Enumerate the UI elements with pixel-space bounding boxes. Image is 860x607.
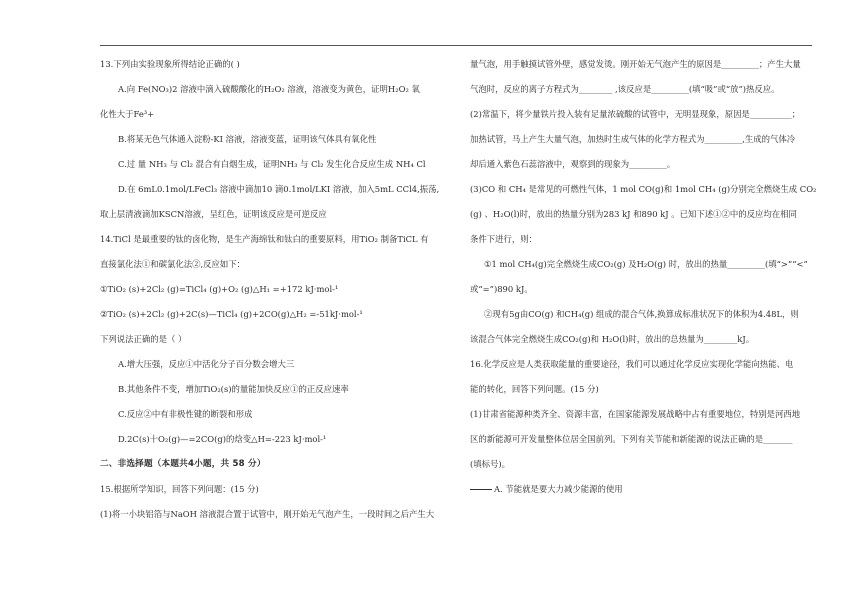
text-line: ①TiO₂ (s)+2Cl₂ (g)=TiCl₄ (g)+O₂ (g)△H₁ =+172 kJ·mol-¹ (100, 284, 339, 294)
text-line: B.其他条件不变，增加TiO₂(s)的量能加快反应①的正反应速率 (118, 384, 349, 394)
text-line: 15.根据所学知识，回答下列问题：(15 分) (100, 484, 259, 494)
text-line: D.在 6mL0.1mol/LFeCl₃ 溶液中滴加10 滴0.1mol/LKI 溶液，加入5mL CCl4,振荡, (118, 184, 440, 194)
left-column (100, 52, 446, 527)
text-line: 下列说法正确的是（ ） (100, 334, 187, 344)
right-column (470, 52, 815, 502)
text-line: A.向 Fe(NO₃)2 溶液中滴入硫酸酸化的H₂O₂ 溶液，溶液变为黄色，证明H₂O₂ 氧 (118, 84, 420, 94)
text-line: C.过 量 NH₃ 与 Cl₂ 混合有白烟生成，证明NH₃ 与 Cl₂ 发生化合反应生成 NH₄ Cl (118, 159, 426, 169)
text-line: 量气泡，用手触摸试管外壁，感觉发烫。刚开始无气泡产生的原因是_________；产生大量 (470, 59, 801, 69)
text-line: (3)CO 和 CH₄ 是常见的可燃性气体，1 mol CO(g)和 1mol CH₄ (g)分别完全燃烧生成 CO₂ (470, 184, 817, 194)
text-line: (2)常温下，将少量铁片投入装有足量浓硫酸的试管中，无明显现象，原因是__________； (470, 109, 801, 119)
text-line: 二、非选择题（本题共4小题，共 58 分） (100, 459, 266, 469)
text-line: C.反应②中有非极性键的断裂和形成 (118, 409, 253, 419)
text-line: B.将某无色气体通入淀粉-KI 溶液，溶液变蓝，证明该气体具有氧化性 (118, 134, 377, 144)
text-line: 取上层清液滴加KSCN溶液，呈红色，证明该反应是可逆反应 (100, 209, 327, 219)
text-line: 却后通入紫色石蕊溶液中，观察到的现象为_________。 (470, 159, 676, 169)
text-line: ①1 mol CH₄(g)完全燃烧生成CO₂(g) 及H₂O(g) 时，放出的热量_________(填“>”“<” (484, 259, 808, 269)
top-rule (100, 45, 812, 46)
text-line: (1)将一小块铝箔与NaOH 溶液混合置于试管中，刚开始无气泡产生，一段时间之后产生大 (100, 509, 435, 519)
text-line: 14.TiCl 是最重要的钛的卤化物，是生产海绵钛和钛白的重要原料，用TiO₂ 制备TiCL 有 (100, 234, 429, 244)
text-line: ②现有5g由CO(g) 和CH₄(g) 组成的混合气体,换算成标准状况下的体积为4.48L，则 (484, 309, 799, 319)
text-line: (g) 、H₂O(l)时，放出的热量分别为283 kJ 和890 kJ 。已知下述①②中的反应均在相同 (470, 209, 797, 219)
text-line: 16.化学反应是人类获取能量的重要途径，我们可以通过化学反应实现化学能向热能、电 (470, 359, 794, 369)
text-line: 直接氯化法①和碳氯化法②,反应如下： (100, 259, 246, 269)
text-line: 区的新能源可开发量整体位居全国前列。下列有关节能和新能源的说法正确的是_______ (470, 434, 793, 444)
text-line: (填标号)。 (470, 459, 511, 469)
text-line (470, 477, 815, 502)
text-line: 化性大于Fe³+ (100, 109, 155, 119)
text-line: 该混合气体完全燃烧生成CO₂(g)和 H₂O(l)时，放出的总热量为________kJ。 (470, 334, 755, 344)
leader-line-icon (470, 489, 492, 490)
text-line: 能的转化，回答下列问题。(15 分) (470, 384, 599, 394)
text-line: A.增大压强，反应①中活化分子百分数会增大三 (118, 359, 295, 369)
text-line: (1)甘肃省能源种类齐全、资源丰富，在国家能源发展战略中占有重要地位，特别是河西地 (470, 409, 801, 419)
text-line: 气泡时，反应的离子方程式为________ ,该反应是_________(填“吸”或“放”)热反应。 (470, 84, 780, 94)
text-line: 或“=”)890 kJ。 (470, 284, 533, 294)
text-line: ②TiO₂ (s)+2Cl₂ (g)+2C(s)—TiCl₄ (g)+2CO(g)△H₂ =-51kJ·mol-¹ (100, 309, 363, 319)
text-line-content: A. 节能就是要大力减少能源的使用 (494, 484, 623, 494)
text-line: 13.下列由实验现象所得结论正确的( ) (100, 59, 240, 69)
text-line: D.2C(s)十O₂(g)—=2CO(g)的焓变△H=-223 kJ·mol-¹ (118, 434, 327, 444)
text-line: 条件下进行，则： (470, 234, 537, 244)
text-line: 加热试管，马上产生大量气泡，加热时生成气体的化学方程式为_________,生成的气体冷 (470, 134, 796, 144)
